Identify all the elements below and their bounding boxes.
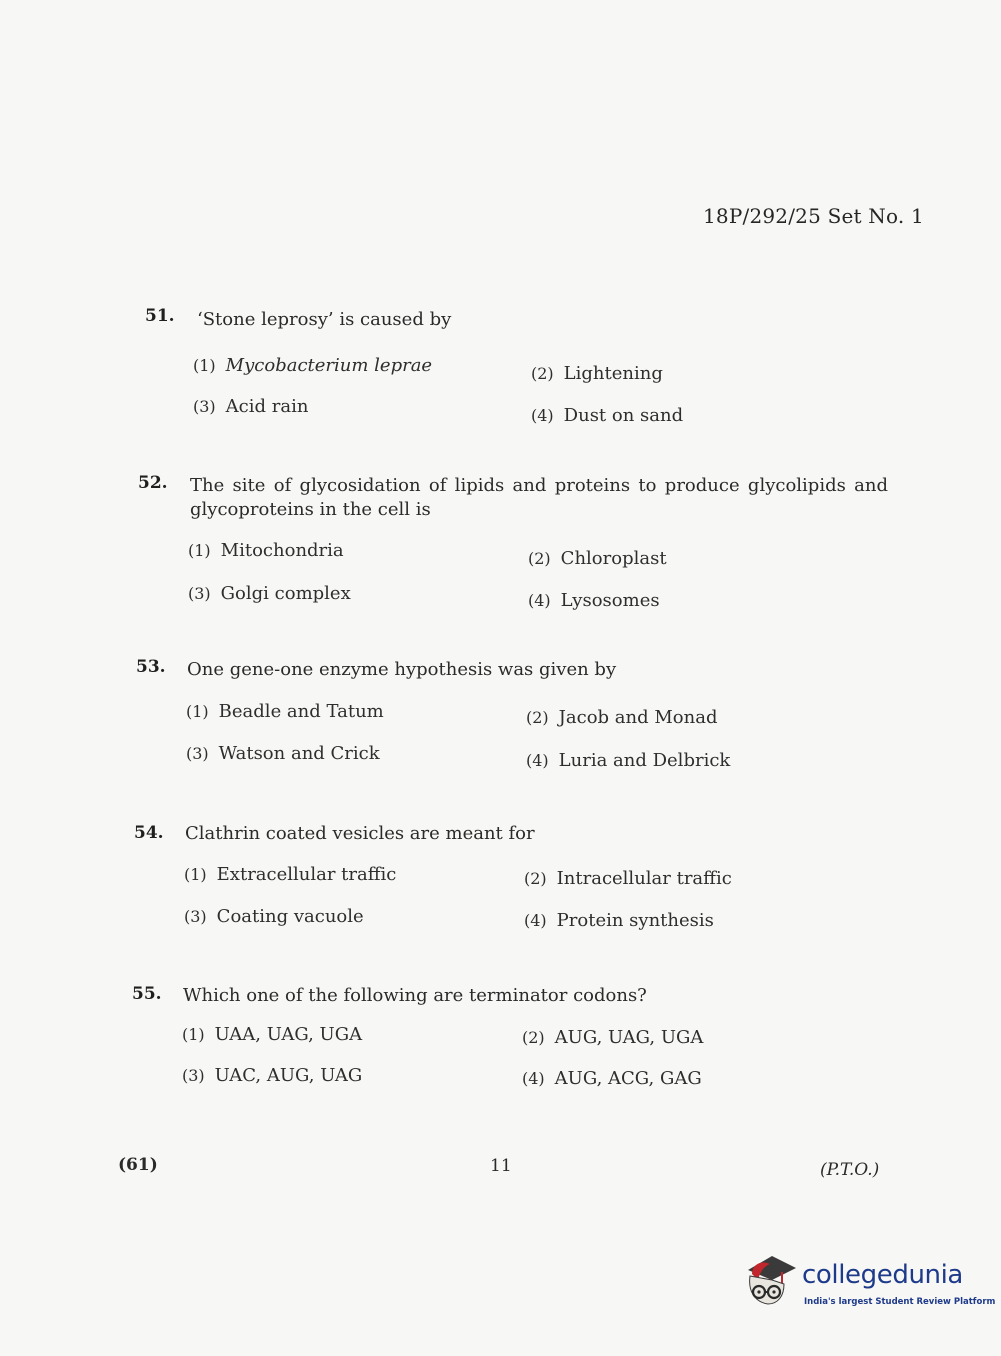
option-text: Mitochondria <box>220 540 344 561</box>
option-number: (1) <box>186 702 209 721</box>
option-number: (3) <box>193 397 216 416</box>
option-number: (4) <box>522 1069 545 1088</box>
option-text: Luria and Delbrick <box>558 750 731 771</box>
option-2 <box>531 363 663 384</box>
question-text: The site of glycosidation of lipids and proteins to produce glycolipids and glycoproteins in the cell is <box>190 475 888 520</box>
option-1 <box>186 701 384 722</box>
option-text: Lysosomes <box>560 590 660 611</box>
option-text: Protein synthesis <box>556 910 714 931</box>
option-2 <box>528 548 667 569</box>
logo-tagline: India's largest Student Review Platform <box>804 1297 996 1307</box>
option-4 <box>526 750 730 771</box>
option-number: (2) <box>531 364 554 383</box>
option-number: (4) <box>526 751 549 770</box>
option-number: (3) <box>188 584 211 603</box>
option-number: (3) <box>184 907 207 926</box>
option-number: (3) <box>182 1066 205 1085</box>
question-number: 53. <box>136 657 166 677</box>
option-text: AUG, ACG, GAG <box>554 1068 702 1089</box>
option-3 <box>193 396 308 417</box>
option-3 <box>186 743 380 764</box>
option-text: Dust on sand <box>563 405 684 426</box>
option-text: UAA, UAG, UGA <box>214 1024 363 1045</box>
option-1 <box>188 540 344 561</box>
question-number: 51. <box>145 306 175 326</box>
question-text: One gene-one enzyme hypothesis was given by <box>187 659 617 680</box>
option-text: Mycobacterium leprae <box>225 355 433 376</box>
option-text: Lightening <box>563 363 663 384</box>
option-4 <box>524 910 714 931</box>
option-number: (2) <box>528 549 551 568</box>
option-text: Watson and Crick <box>218 743 380 764</box>
collegedunia-logo <box>742 1250 996 1320</box>
option-text: Extracellular traffic <box>216 864 397 885</box>
option-text: Coating vacuole <box>216 906 364 927</box>
question-number: 54. <box>134 823 164 843</box>
paper-code: 18P/292/25 Set No. 1 <box>703 204 924 228</box>
option-number: (1) <box>182 1025 205 1044</box>
option-1 <box>184 864 396 885</box>
logo-wordmark: collegedunia <box>802 1260 963 1290</box>
option-3 <box>184 906 364 927</box>
option-number: (2) <box>524 869 547 888</box>
option-text: Beadle and Tatum <box>218 701 384 722</box>
option-1 <box>193 355 432 376</box>
mascot-icon <box>742 1250 798 1310</box>
question-text: Which one of the following are terminator codons? <box>183 985 647 1006</box>
option-text: Intracellular traffic <box>556 868 732 889</box>
pto-label: (P.T.O.) <box>820 1160 880 1180</box>
option-3 <box>188 583 351 604</box>
option-2 <box>526 707 717 728</box>
option-2 <box>524 868 732 889</box>
option-text: UAC, AUG, UAG <box>214 1065 363 1086</box>
option-4 <box>528 590 660 611</box>
option-1 <box>182 1024 362 1045</box>
option-text: Acid rain <box>225 396 309 417</box>
option-number: (1) <box>193 356 216 375</box>
option-number: (2) <box>526 708 549 727</box>
option-text: AUG, UAG, UGA <box>554 1027 704 1048</box>
option-number: (3) <box>186 744 209 763</box>
option-number: (4) <box>524 911 547 930</box>
option-text: Golgi complex <box>220 583 351 604</box>
footer-code: (61) <box>118 1155 158 1175</box>
option-number: (1) <box>188 541 211 560</box>
option-3 <box>182 1065 362 1086</box>
option-number: (2) <box>522 1028 545 1047</box>
page-number: 11 <box>490 1156 512 1176</box>
option-4 <box>531 405 683 426</box>
option-2 <box>522 1027 703 1048</box>
question-text: ‘Stone leprosy’ is caused by <box>197 309 452 330</box>
question-text: Clathrin coated vesicles are meant for <box>185 823 535 844</box>
option-text: Chloroplast <box>560 548 667 569</box>
option-number: (4) <box>528 591 551 610</box>
question-number: 52. <box>138 473 168 493</box>
option-text: Jacob and Monad <box>558 707 718 728</box>
question-number: 55. <box>132 984 162 1004</box>
option-number: (1) <box>184 865 207 884</box>
option-number: (4) <box>531 406 554 425</box>
option-4 <box>522 1068 702 1089</box>
